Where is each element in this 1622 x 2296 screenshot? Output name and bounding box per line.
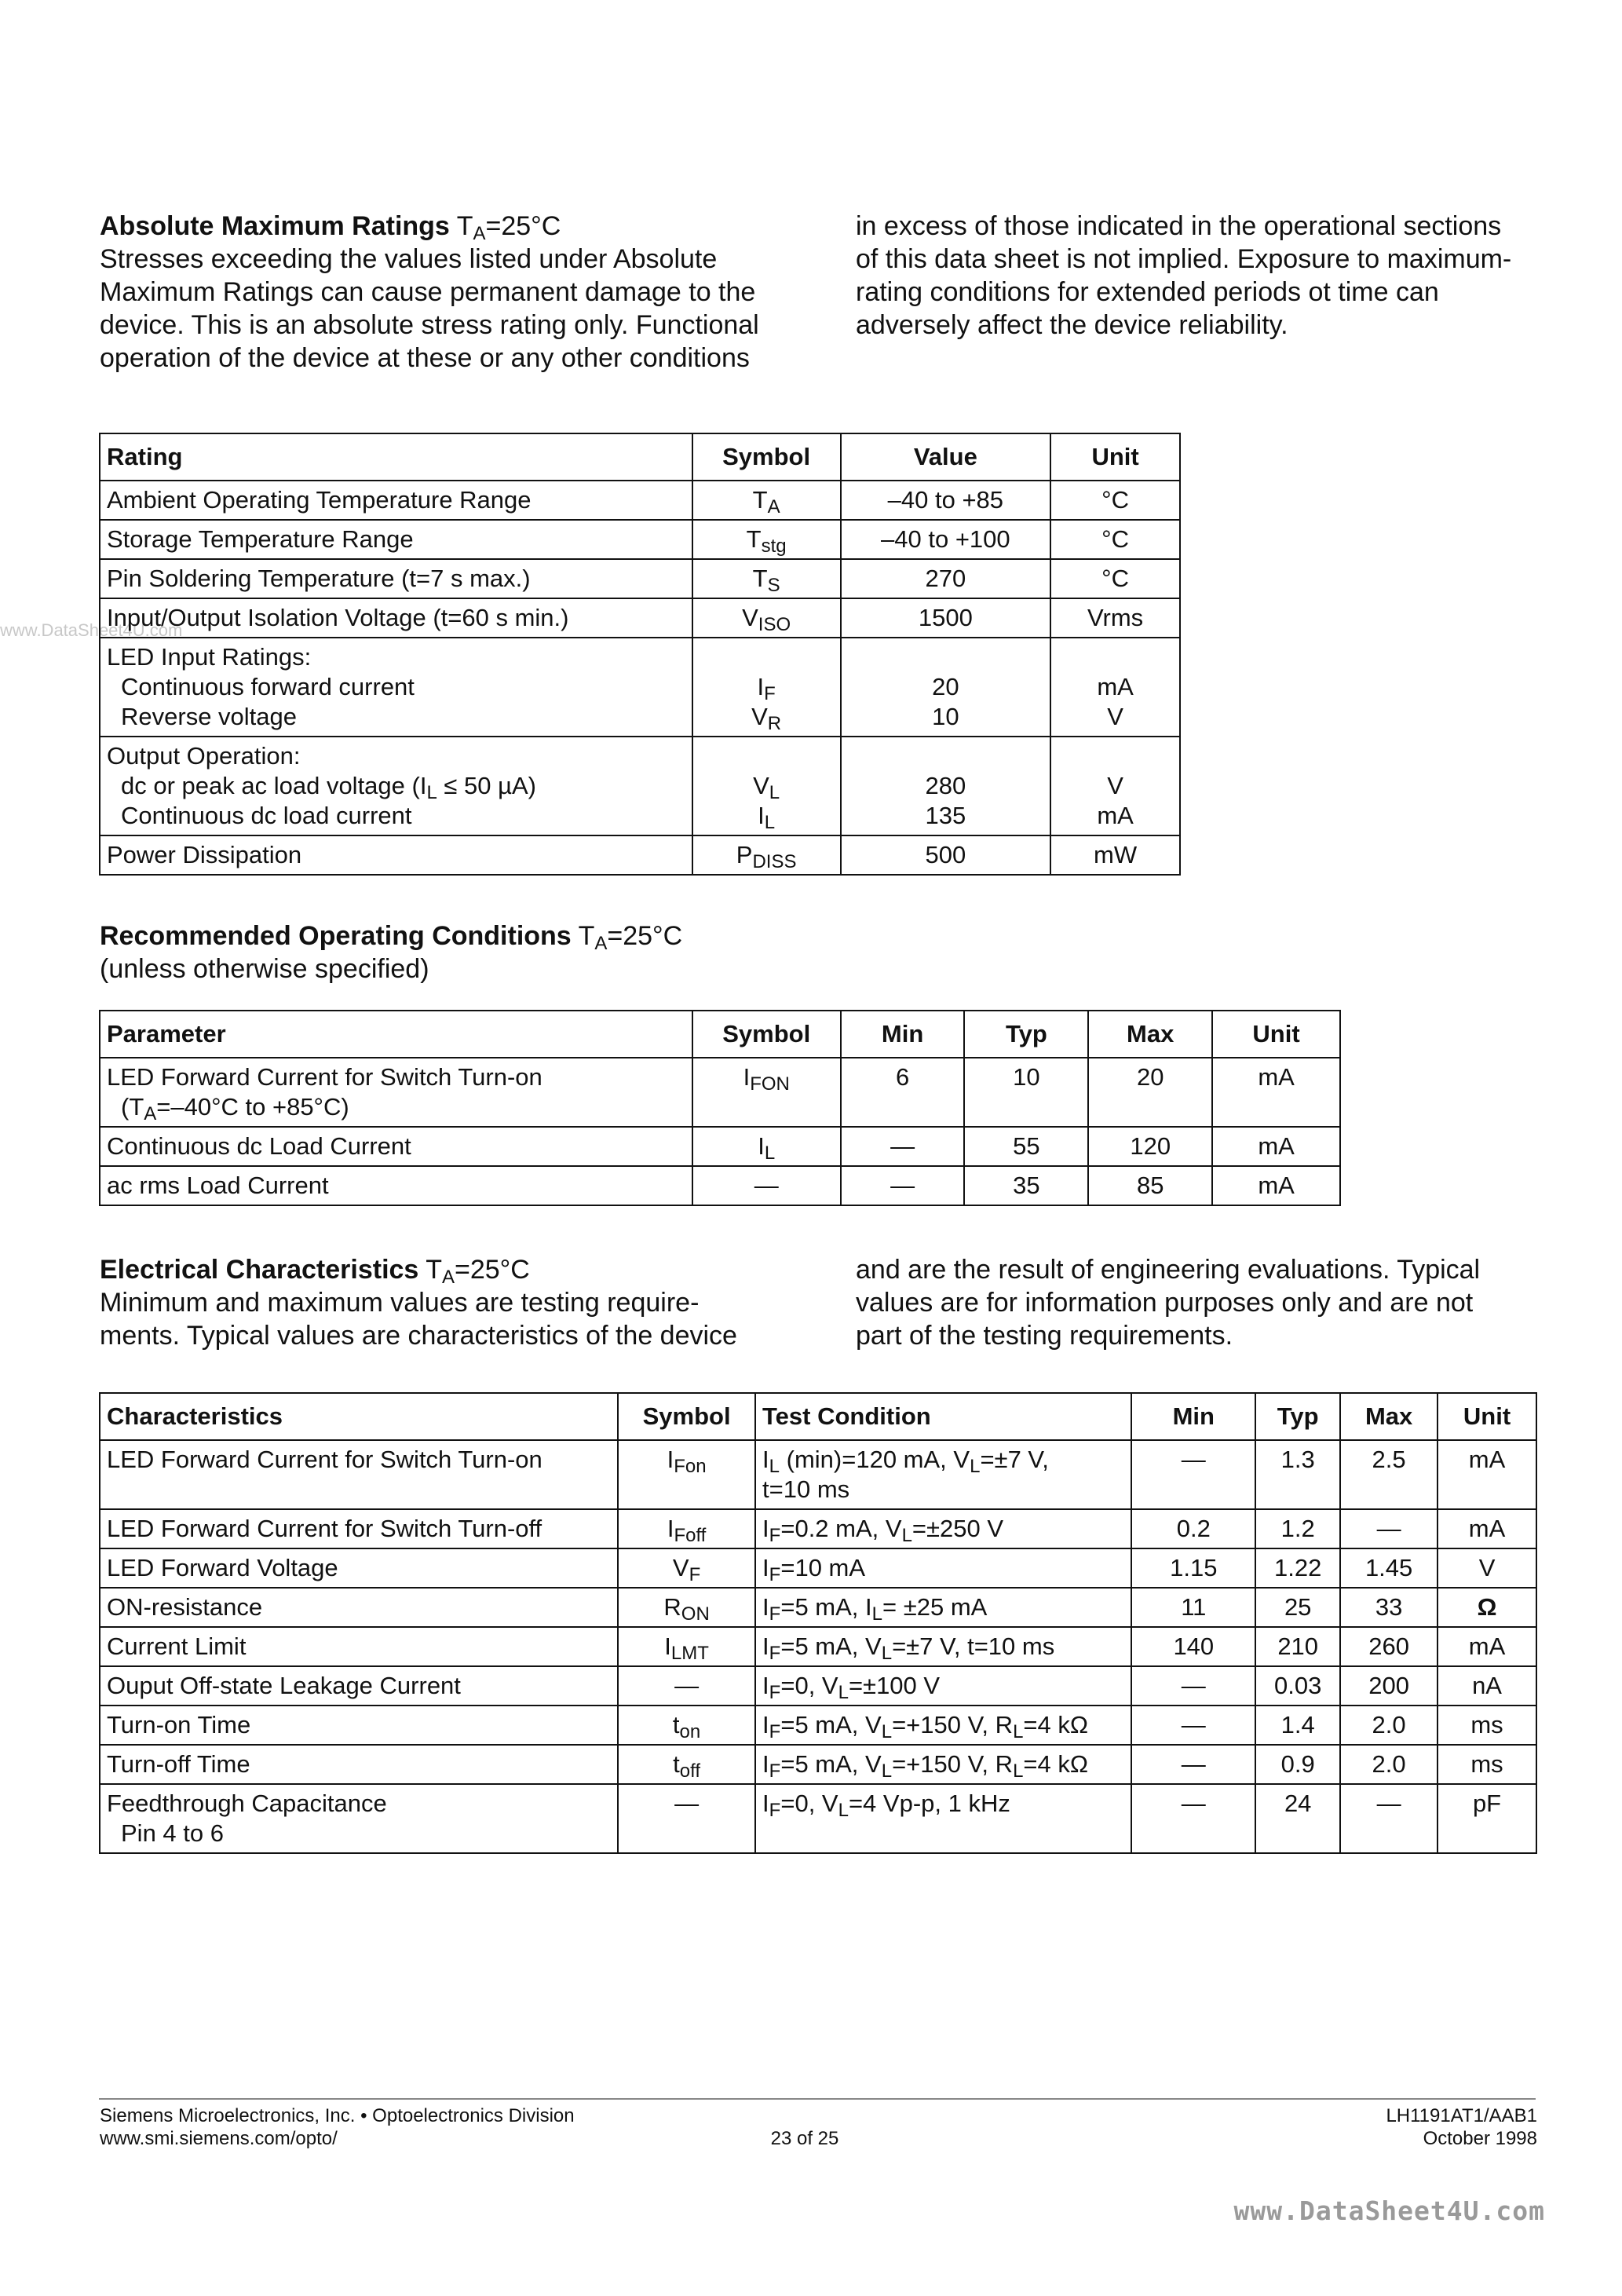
bottom-watermark[interactable]: www.DataSheet4U.com [1233, 2195, 1545, 2226]
elec-table [99, 1392, 1537, 1854]
table-row [100, 520, 1180, 559]
symbol-cell: $V_{ISO}$ [692, 598, 841, 638]
min-cell: — [1131, 1784, 1255, 1853]
typ-cell: 10 [964, 1058, 1088, 1127]
typ-cell: 55 [964, 1127, 1088, 1166]
symbol-cell: $I_{LMT}$ [618, 1627, 755, 1666]
characteristic-cell: Feedthrough Capacitance Pin 4 to 6 [100, 1784, 618, 1853]
unit-cell: mA V [1050, 638, 1180, 737]
test-condition-cell: $I_F=5$ mA, $I_L= \pm 25$ mA [755, 1588, 1131, 1627]
characteristic-cell: LED Forward Voltage [100, 1548, 618, 1588]
header-parameter: Parameter [100, 1011, 692, 1058]
table-row [100, 1548, 1536, 1588]
header-max: Max [1088, 1011, 1212, 1058]
unit-cell: °C [1050, 481, 1180, 520]
rating-cell: Power Dissipation [100, 835, 692, 875]
footer-page-number: 23 of 25 [770, 2128, 839, 2149]
table-row [100, 1666, 1536, 1706]
table-header-row [100, 433, 1180, 481]
max-cell: 2.5 [1340, 1440, 1438, 1509]
value-cell: 500 [841, 835, 1051, 875]
table-row [100, 1706, 1536, 1745]
table-row [100, 1627, 1536, 1666]
header-min: Min [841, 1011, 965, 1058]
min-cell: — [1131, 1440, 1255, 1509]
min-cell: — [841, 1127, 965, 1166]
symbol-cell: — [692, 1166, 841, 1205]
table-row [100, 1127, 1340, 1166]
symbol-cell: $R_{ON}$ [618, 1588, 755, 1627]
symbol-cell: $T_A$ [692, 481, 841, 520]
max-cell: 200 [1340, 1666, 1438, 1706]
rec-table [99, 1010, 1341, 1206]
abs-max-text-line: of this data sheet is not implied. Exposure to maximum- [856, 244, 1512, 274]
abs-max-text-line: rating conditions for extended periods ot time can [856, 277, 1439, 307]
table-row [100, 1745, 1536, 1784]
header-value: Value [841, 433, 1051, 481]
max-cell: 85 [1088, 1166, 1212, 1205]
rating-cell: Ambient Operating Temperature Range [100, 481, 692, 520]
typ-cell: 0.9 [1255, 1745, 1340, 1784]
header-symbol: Symbol [692, 433, 841, 481]
header-min: Min [1131, 1393, 1255, 1440]
header-characteristics: Characteristics [100, 1393, 618, 1440]
header-unit: Unit [1212, 1011, 1340, 1058]
rec-subtitle: (unless otherwise specified) [100, 954, 429, 984]
typ-cell: 1.3 [1255, 1440, 1340, 1509]
footer-left [100, 2104, 575, 2150]
max-cell: 120 [1088, 1127, 1212, 1166]
symbol-cell: $V_L$ $I_L$ [692, 737, 841, 835]
rating-cell: Pin Soldering Temperature (t=7 s max.) [100, 559, 692, 598]
test-condition-cell: $I_F=5$ mA, $V_L=+150$ V, $R_L=4$ kΩ [755, 1745, 1131, 1784]
unit-cell: Vrms [1050, 598, 1180, 638]
min-cell: — [841, 1166, 965, 1205]
typ-cell: 1.22 [1255, 1548, 1340, 1588]
value-cell: 280 135 [841, 737, 1051, 835]
max-cell: 20 [1088, 1058, 1212, 1127]
typ-cell: 210 [1255, 1627, 1340, 1666]
abs-max-intro [100, 210, 791, 375]
value-cell: –40 to +100 [841, 520, 1051, 559]
table-row [100, 598, 1180, 638]
table-row [100, 835, 1180, 875]
symbol-cell: $I_{Foff}$ [618, 1509, 755, 1548]
unit-cell: mA [1438, 1627, 1536, 1666]
min-cell: 0.2 [1131, 1509, 1255, 1548]
elec-text-line: part of the testing requirements. [856, 1321, 1233, 1351]
unit-cell: °C [1050, 520, 1180, 559]
footer-part-number: LH1191AT1/AAB1 [1386, 2105, 1537, 2126]
table-row [100, 737, 1180, 835]
symbol-cell: $I_{Fon}$ [618, 1440, 755, 1509]
unit-cell: mA [1212, 1166, 1340, 1205]
max-cell: 1.45 [1340, 1548, 1438, 1588]
elec-intro-col2 [856, 1253, 1547, 1352]
symbol-cell: — [618, 1666, 755, 1706]
symbol-cell: $I_{FON}$ [692, 1058, 841, 1127]
footer-company: Siemens Microelectronics, Inc. • Optoelectronics Division [100, 2105, 575, 2126]
unit-cell: °C [1050, 559, 1180, 598]
table-row [100, 1784, 1536, 1853]
min-cell: 1.15 [1131, 1548, 1255, 1588]
symbol-cell: $P_{DISS}$ [692, 835, 841, 875]
header-typ: Typ [1255, 1393, 1340, 1440]
abs-max-text-line: in excess of those indicated in the operational sections [856, 211, 1502, 241]
rec-intro [100, 919, 885, 985]
abs-max-text-line: adversely affect the device reliability. [856, 310, 1288, 340]
unit-cell: mA [1438, 1440, 1536, 1509]
abs-max-intro-col2 [856, 210, 1547, 342]
header-typ: Typ [964, 1011, 1088, 1058]
unit-cell: Ω [1438, 1588, 1536, 1627]
value-cell: 270 [841, 559, 1051, 598]
table-header-row [100, 1011, 1340, 1058]
characteristic-cell: LED Forward Current for Switch Turn-off [100, 1509, 618, 1548]
symbol-cell: $t_{off}$ [618, 1745, 755, 1784]
unit-cell: V [1438, 1548, 1536, 1588]
symbol-cell: $I_F$ $V_R$ [692, 638, 841, 737]
table-row [100, 1588, 1536, 1627]
header-unit: Unit [1438, 1393, 1536, 1440]
max-cell: — [1340, 1784, 1438, 1853]
table-row [100, 1166, 1340, 1205]
symbol-cell: $T_S$ [692, 559, 841, 598]
min-cell: — [1131, 1745, 1255, 1784]
unit-cell: ms [1438, 1745, 1536, 1784]
unit-cell: mW [1050, 835, 1180, 875]
unit-cell: pF [1438, 1784, 1536, 1853]
test-condition-cell: $I_F=5$ mA, $V_L=+150$ V, $R_L=4$ kΩ [755, 1706, 1131, 1745]
abs-max-text-line: Stresses exceeding the values listed under Absolute [100, 244, 718, 274]
side-watermark: www.DataSheet4U.com [0, 620, 183, 640]
table-row [100, 559, 1180, 598]
unit-cell: mA [1212, 1127, 1340, 1166]
typ-cell: 0.03 [1255, 1666, 1340, 1706]
characteristic-cell: Current Limit [100, 1627, 618, 1666]
test-condition-cell: $I_F=0$, $V_L=4$ Vp-p, 1 kHz [755, 1784, 1131, 1853]
typ-cell: 1.4 [1255, 1706, 1340, 1745]
header-symbol: Symbol [618, 1393, 755, 1440]
table-row [100, 638, 1180, 737]
min-cell: — [1131, 1666, 1255, 1706]
elec-text-line: Minimum and maximum values are testing require- [100, 1288, 700, 1318]
max-cell: 33 [1340, 1588, 1438, 1627]
max-cell: — [1340, 1509, 1438, 1548]
characteristic-cell: Turn-on Time [100, 1706, 618, 1745]
parameter-cell: ac rms Load Current [100, 1166, 692, 1205]
parameter-cell: Continuous dc Load Current [100, 1127, 692, 1166]
test-condition-cell: $I_F=0.2$ mA, $V_L=\pm 250$ V [755, 1509, 1131, 1548]
elec-text-line: and are the result of engineering evaluations. Typical [856, 1255, 1481, 1285]
header-max: Max [1340, 1393, 1438, 1440]
max-cell: 2.0 [1340, 1706, 1438, 1745]
table-row [100, 1440, 1536, 1509]
header-symbol: Symbol [692, 1011, 841, 1058]
abs-max-text-line: Maximum Ratings can cause permanent damage to the [100, 277, 756, 307]
table-row [100, 1509, 1536, 1548]
test-condition-cell: $I_L$ (min)=120 mA, $V_L=\pm 7$ V, t=10 ms [755, 1440, 1131, 1509]
unit-cell: mA [1212, 1058, 1340, 1127]
table-row [100, 481, 1180, 520]
value-cell: 20 10 [841, 638, 1051, 737]
footer-right [1386, 2104, 1537, 2150]
unit-cell: V mA [1050, 737, 1180, 835]
min-cell: — [1131, 1706, 1255, 1745]
symbol-cell: $V_F$ [618, 1548, 755, 1588]
min-cell: 11 [1131, 1588, 1255, 1627]
elec-text-line: ments. Typical values are characteristics of the device [100, 1321, 737, 1351]
rating-cell: Input/Output Isolation Voltage (t=60 s min.) [100, 598, 692, 638]
rating-cell: Output Operation: dc or peak ac load voltage ($I_L \le 50$ µA) Continuous dc load current [100, 737, 692, 835]
abs-max-text-line: device. This is an absolute stress rating only. Functional [100, 310, 759, 340]
footer-divider [99, 2098, 1536, 2100]
header-rating: Rating [100, 433, 692, 481]
elec-intro [100, 1253, 791, 1352]
min-cell: 6 [841, 1058, 965, 1127]
value-cell: 1500 [841, 598, 1051, 638]
symbol-cell: $t_{on}$ [618, 1706, 755, 1745]
characteristic-cell: LED Forward Current for Switch Turn-on [100, 1440, 618, 1509]
rec-heading: Recommended Operating Conditions $T_A=25^\circ C$ [100, 921, 683, 954]
unit-cell: nA [1438, 1666, 1536, 1706]
footer-url[interactable]: www.smi.siemens.com/opto/ [100, 2128, 338, 2149]
header-unit: Unit [1050, 433, 1180, 481]
characteristic-cell: Ouput Off-state Leakage Current [100, 1666, 618, 1706]
unit-cell: mA [1438, 1509, 1536, 1548]
table-header-row [100, 1393, 1536, 1440]
symbol-cell: $I_L$ [692, 1127, 841, 1166]
characteristic-cell: ON-resistance [100, 1588, 618, 1627]
elec-heading: Electrical Characteristics $T_A=25^\circ C$ [100, 1255, 530, 1288]
rating-cell: LED Input Ratings: Continuous forward current Reverse voltage [100, 638, 692, 737]
parameter-cell: LED Forward Current for Switch Turn-on ($T_A=-40^\circ C$ to +85°C) [100, 1058, 692, 1127]
abs-max-table [99, 433, 1181, 876]
test-condition-cell: $I_F=5$ mA, $V_L=\pm 7$ V, t=10 ms [755, 1627, 1131, 1666]
test-condition-cell: $I_F=10$ mA [755, 1548, 1131, 1588]
abs-max-heading: Absolute Maximum Ratings $T_A=25^\circ C$ [100, 211, 561, 244]
symbol-cell: — [618, 1784, 755, 1853]
abs-max-text-line: operation of the device at these or any other conditions [100, 343, 750, 373]
characteristic-cell: Turn-off Time [100, 1745, 618, 1784]
header-test-condition: Test Condition [755, 1393, 1131, 1440]
max-cell: 260 [1340, 1627, 1438, 1666]
typ-cell: 35 [964, 1166, 1088, 1205]
symbol-cell: $T_{stg}$ [692, 520, 841, 559]
value-cell: –40 to +85 [841, 481, 1051, 520]
typ-cell: 25 [1255, 1588, 1340, 1627]
rating-cell: Storage Temperature Range [100, 520, 692, 559]
elec-text-line: values are for information purposes only and are not [856, 1288, 1474, 1318]
unit-cell: ms [1438, 1706, 1536, 1745]
typ-cell: 24 [1255, 1784, 1340, 1853]
table-row [100, 1058, 1340, 1127]
max-cell: 2.0 [1340, 1745, 1438, 1784]
footer-date: October 1998 [1423, 2128, 1537, 2149]
typ-cell: 1.2 [1255, 1509, 1340, 1548]
test-condition-cell: $I_F=0$, $V_L=\pm 100$ V [755, 1666, 1131, 1706]
min-cell: 140 [1131, 1627, 1255, 1666]
